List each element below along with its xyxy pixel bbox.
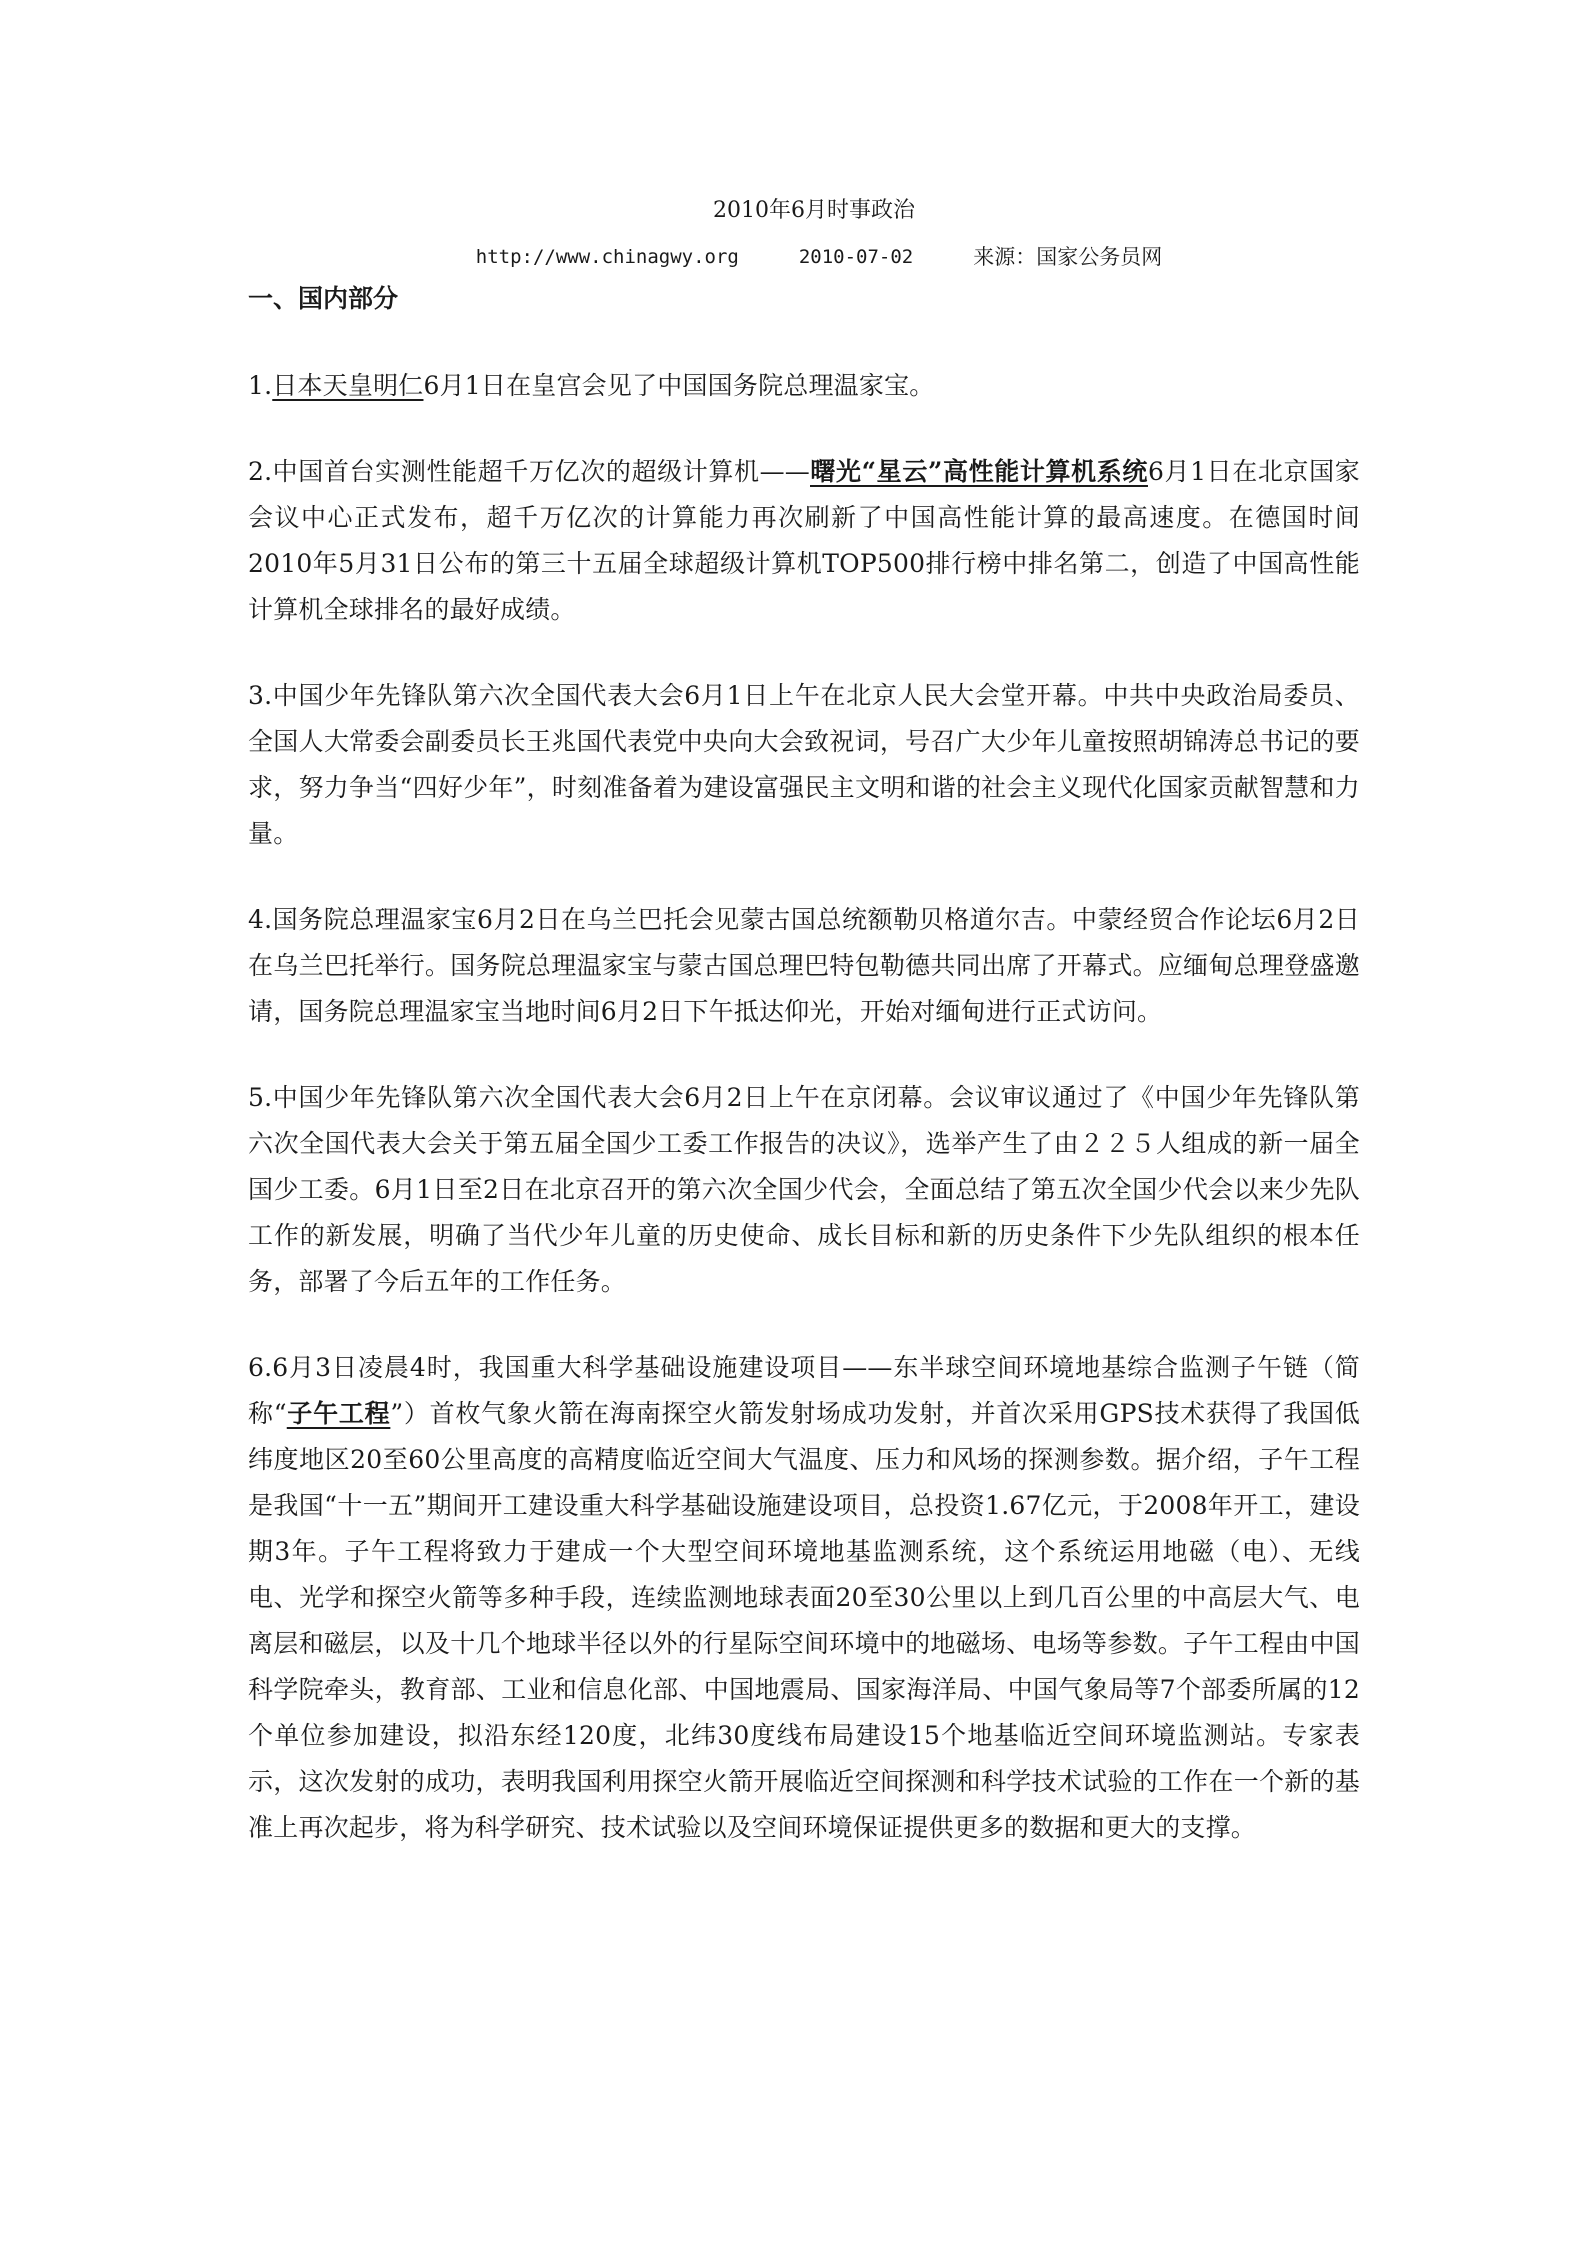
document-title: 2010年6月时事政治 <box>713 198 915 223</box>
source-label: 来源：国家公务员网 <box>973 245 1163 269</box>
item-highlight: 日本天皇明仁 <box>272 371 424 400</box>
news-item-6 <box>248 1345 1360 1851</box>
item-text: 6月1日在北京国家会议中心正式发布，超千万亿次的计算能力再次刷新了中国高性能计算的最高速度。在德国时间2010年5月31日公布的第三十五届全球超级计算机TOP500排行榜中排名第二，创造了中国高性能计算机全球排名的最好成绩。 <box>248 457 1360 624</box>
news-item-3: 3.中国少年先锋队第六次全国代表大会6月1日上午在北京人民大会堂开幕。中共中央政治局委员、全国人大常委会副委员长王兆国代表党中央向大会致祝词，号召广大少年儿童按照胡锦涛总书记的要求，努力争当“四好少年”，时刻准备着为建设富强民主文明和谐的社会主义现代化国家贡献智慧和力量。 <box>248 681 1360 848</box>
item-text-pre: 6.6月3日凌晨4时，我国重大科学基础设施建设项目——东半球空间环境地基综合监测子午链（简称“ <box>248 1353 1360 1428</box>
news-item-2 <box>248 449 1360 633</box>
item-text: 6月1日在皇宫会见了中国国务院总理温家宝。 <box>423 371 935 400</box>
document-page <box>248 195 1360 1851</box>
section-heading: 一、国内部分 <box>248 284 399 313</box>
item-highlight: 曙光“星云”高性能计算机系统 <box>810 457 1148 486</box>
news-item-1 <box>248 363 1360 409</box>
item-number: 1. <box>248 371 273 400</box>
item-text: ”）首枚气象火箭在海南探空火箭发射场成功发射，并首次采用GPS技术获得了我国低纬度地区20至60公里高度的高精度临近空间大气温度、压力和风场的探测参数。据介绍，子午工程是我国“十一五”期间开工建设重大科学基础设施建设项目，总投资1.67亿元，于2008年开工，建设期3年。子午工程将致力于建成一个大型空间环境地基监测系统，这个系统运用地磁（电）、无线电、光学和探空火箭等多种手段，连续监测地球表面20至30公里以上到几百公里的中高层大气、电离层和磁层，以及十几个地球半径以外的行星际空间环境中的地磁场、电场等参数。子午工程由中国科学院牵头，教育部、工业和信息化部、中国地震局、国家海洋局、中国气象局等7个部委所属的12个单位参加建设，拟沿东经120度，北纬30度线布局建设15个地基临近空间环境监测站。专家表示，这次发射的成功，表明我国利用探空火箭开展临近空间探测和科学技术试验的工作在一个新的基准上再次起步，将为科学研究、技术试验以及空间环境保证提供更多的数据和更大的支撑。 <box>248 1399 1360 1842</box>
news-item-5: 5.中国少年先锋队第六次全国代表大会6月2日上午在京闭幕。会议审议通过了《中国少年先锋队第六次全国代表大会关于第五届全国少工委工作报告的决议》，选举产生了由２２５人组成的新一届全国少工委。6月1日至2日在北京召开的第六次全国少代会，全面总结了第五次全国少代会以来少先队工作的新发展，明确了当代少年儿童的历史使命、成长目标和新的历史条件下少先队组织的根本任务，部署了今后五年的工作任务。 <box>248 1083 1360 1296</box>
document-meta <box>248 241 1360 273</box>
source-url: http://www.chinagwy.org <box>475 246 739 268</box>
item-highlight: 子午工程 <box>286 1399 391 1428</box>
news-item-4: 4.国务院总理温家宝6月2日在乌兰巴托会见蒙古国总统额勒贝格道尔吉。中蒙经贸合作论坛6月2日在乌兰巴托举行。国务院总理温家宝与蒙古国总理巴特包勒德共同出席了开幕式。应缅甸总理登盛邀请，国务院总理温家宝当地时间6月2日下午抵达仰光，开始对缅甸进行正式访问。 <box>248 905 1360 1026</box>
publish-date: 2010-07-02 <box>798 246 914 268</box>
item-text-pre: 2.中国首台实测性能超千万亿次的超级计算机—— <box>248 457 810 486</box>
